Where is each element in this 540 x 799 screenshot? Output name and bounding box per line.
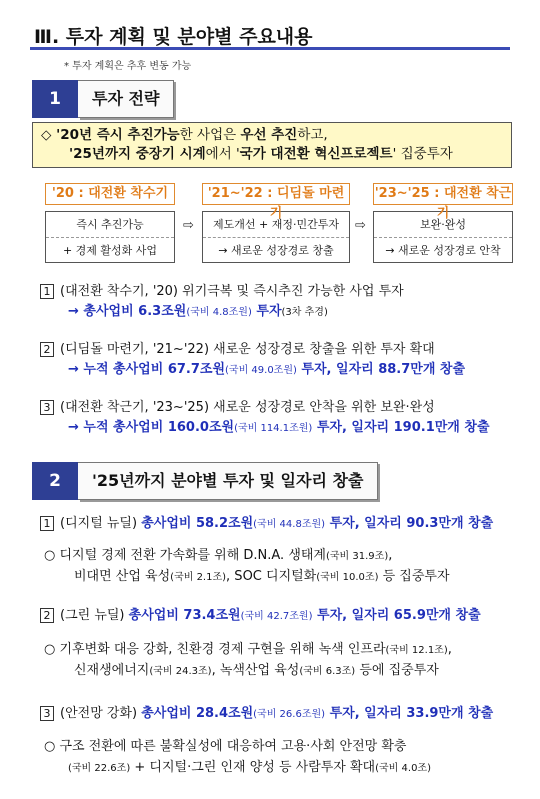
section-header-2 <box>32 462 364 500</box>
item-number: 1 <box>40 516 54 531</box>
stage-row: 제도개선 + 재정·민간투자 <box>213 218 339 231</box>
stage-title: '23~'25 : 대전환 착근기 <box>373 183 513 205</box>
section-number: 2 <box>32 462 78 500</box>
list-item: 1 (대전환 착수기, '20) 위기극복 및 즉시추진 가능한 사업 투자 → 총사업비 6.3조원(국비 4.8조원) 투자(3차 추경) <box>40 282 520 323</box>
section-number: 1 <box>32 80 78 118</box>
item-number: 3 <box>40 400 54 415</box>
section-title: '25년까지 분야별 투자 및 일자리 창출 <box>78 462 378 500</box>
stage-row: 즉시 추진가능 <box>76 218 144 231</box>
strategy-line-2: '25년까지 중장기 시계에서 '국가 대전환 혁신프로젝트' 집중투자 <box>69 146 453 162</box>
bullet-item: ○ 디지털 경제 전환 가속화를 위해 D.N.A. 생태계(국비 31.9조), 비대면 산업 육성(국비 2.1조), SOC 디지털화(국비 10.0조) 등 집중투자 <box>44 548 450 584</box>
bullet-item: ○ 기후변화 대응 강화, 친환경 경제 구현을 위해 녹색 인프라(국비 12.1조), 신재생에너지(국비 24.3조), 녹색산업 육성(국비 6.3조) 등에 집중투자 <box>44 642 452 678</box>
section-title: 투자 전략 <box>78 80 174 118</box>
list-item: 2 (그린 뉴딜) 총사업비 73.4조원(국비 42.7조원) 투자, 일자리 65.9만개 창출 <box>40 606 520 627</box>
stage-arrow-icon: ⇨ <box>183 218 194 233</box>
item-number: 1 <box>40 284 54 299</box>
stage-3 <box>373 183 513 263</box>
stage-2 <box>202 183 350 263</box>
page-title: Ⅲ. 투자 계획 및 분야별 주요내용 <box>34 26 313 48</box>
list-item: 2 (디딤돌 마련기, '21~'22) 새로운 성장경로 창출을 위한 투자 확대 → 누적 총사업비 67.7조원(국비 49.0조원) 투자, 일자리 88.7만개 창출 <box>40 340 520 381</box>
list-item: 3 (안전망 강화) 총사업비 28.4조원(국비 26.6조원) 투자, 일자리 33.9만개 창출 <box>40 704 520 725</box>
strategy-box <box>32 122 512 168</box>
stage-title: '21~'22 : 디딤돌 마련기 <box>202 183 350 205</box>
title-bar <box>30 18 510 50</box>
strategy-line-1: ◇ '20년 즉시 추진가능한 사업은 우선 추진하고, <box>41 127 328 143</box>
stage-row: → 새로운 성장경로 안착 <box>374 237 512 262</box>
stage-arrow-icon: ⇨ <box>355 218 366 233</box>
item-number: 2 <box>40 608 54 623</box>
stage-row: → 새로운 성장경로 창출 <box>203 237 349 262</box>
list-item: 1 (디지털 뉴딜) 총사업비 58.2조원(국비 44.8조원) 투자, 일자리 90.3만개 창출 <box>40 514 520 535</box>
list-item: 3 (대전환 착근기, '23~'25) 새로운 성장경로 안착을 위한 보완·완성 → 누적 총사업비 160.0조원(국비 114.1조원) 투자, 일자리 190.1만개 창출 <box>40 398 520 439</box>
section-header-1 <box>32 80 272 118</box>
item-number: 3 <box>40 706 54 721</box>
bullet-item: ○ 구조 전환에 따른 불확실성에 대응하여 고용·사회 안전망 확충 (국비 22.6조) + 디지털·그린 인재 양성 등 사람투자 확대(국비 4.0조) <box>44 739 431 775</box>
stage-title: '20 : 대전환 착수기 <box>45 183 175 205</box>
stage-row: 보완·완성 <box>419 218 466 231</box>
stage-row: + 경제 활성화 사업 <box>46 237 174 262</box>
stage-1 <box>45 183 175 263</box>
footnote: * 투자 계획은 추후 변동 가능 <box>64 61 192 72</box>
item-number: 2 <box>40 342 54 357</box>
